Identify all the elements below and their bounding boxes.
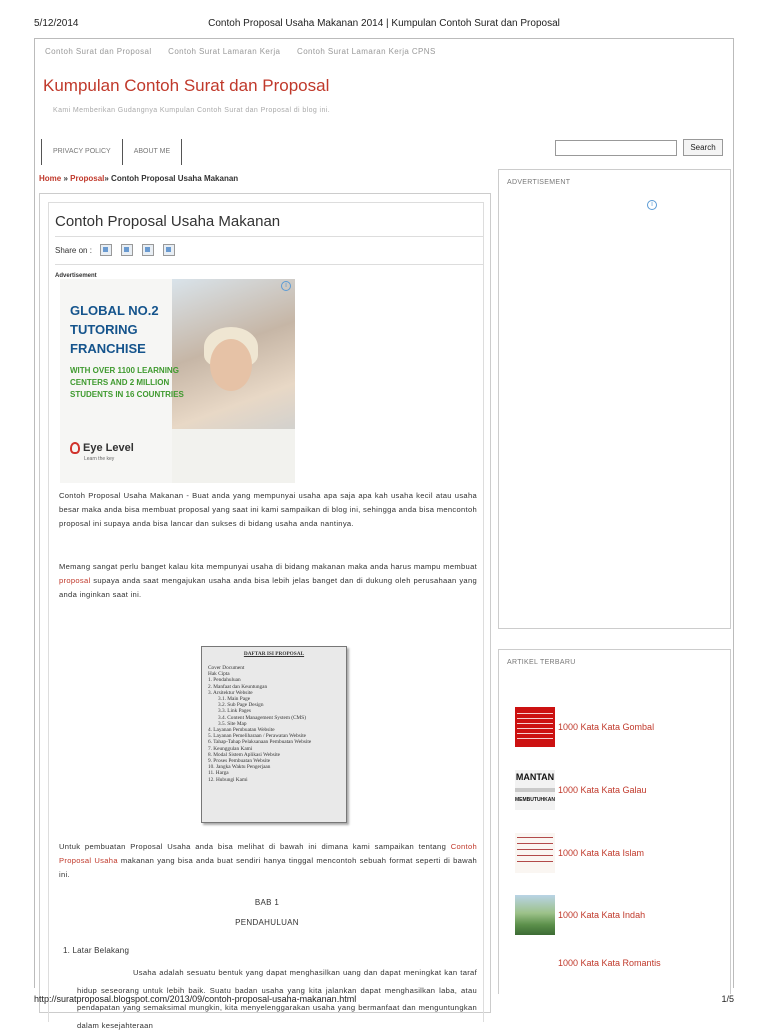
post-title: Contoh Proposal Usaha Makanan <box>55 213 281 230</box>
breadcrumb-current: Contoh Proposal Usaha Makanan <box>111 174 239 183</box>
indah-thumbnail-image[interactable] <box>515 895 555 935</box>
gombal-thumbnail-image[interactable] <box>515 707 555 747</box>
share-bar <box>55 244 184 256</box>
toc-line: 2. Manfaat dan Keuntungan <box>208 683 268 690</box>
paragraph-text: Memang sangat perlu banget kalau kita mempunyai usaha di bidang makanan maka anda harus mampu membuat <box>59 562 477 571</box>
galau-thumbnail-image[interactable] <box>515 770 555 810</box>
toc-line: 4. Layanan Pembuatan Website <box>208 727 275 734</box>
breadcrumb-separator: » <box>61 174 71 183</box>
toc-line: 3.2. Sub Page Design <box>218 702 264 709</box>
eye-level-logo-icon <box>70 442 80 454</box>
top-nav-link-lamaran-cpns[interactable]: Contoh Surat Lamaran Kerja CPNS <box>297 47 436 56</box>
recent-article-item[interactable] <box>515 833 644 873</box>
post-paragraph-2 <box>59 560 477 602</box>
paragraph-text: makanan yang bisa anda buat sendiri hanya tinggal mencontoh sebuah format seperti di bawah ini. <box>59 856 477 879</box>
site-title[interactable]: Kumpulan Contoh Surat dan Proposal <box>43 76 330 95</box>
top-nav-link-surat-proposal[interactable]: Contoh Surat dan Proposal <box>45 47 152 56</box>
divider <box>55 264 483 265</box>
print-page-number: 1/5 <box>721 994 734 1004</box>
main-menu <box>41 139 182 165</box>
toc-line: Hak Cipta <box>208 671 230 678</box>
toc-line: 3.3. Link Pages <box>218 708 251 715</box>
print-title: Contoh Proposal Usaha Makanan 2014 | Kumpulan Contoh Surat dan Proposal <box>208 18 560 29</box>
recent-articles-title: ARTIKEL TERBARU <box>507 659 576 666</box>
share-google-icon[interactable] <box>142 244 154 256</box>
proposal-link[interactable]: proposal <box>59 576 91 585</box>
latar-belakang-text: Usaha adalah sesuatu bentuk yang dapat menghasilkan uang dan dapat meningkat kan taraf hidup seseorang untuk lebih baik. Suatu badan usaha yang kita jalankan dapat menghasilkan laba, atau pendapatan yang semaksimal mungkin, kita menyelenggarakan usaha yang bermanfaat dan menguntungkan dalam kesejahteraan <box>77 968 477 1030</box>
advertisement-label: Advertisement <box>55 273 97 279</box>
toc-line: 5. Layanan Pemeliharaan / Perawatan Website <box>208 733 307 740</box>
islam-thumbnail-image[interactable] <box>515 833 555 873</box>
table-of-contents-image <box>201 646 347 823</box>
main-content <box>39 193 491 1030</box>
share-facebook-icon[interactable] <box>100 244 112 256</box>
toc-line: 11. Harga <box>208 770 229 777</box>
share-label: Share on : <box>55 245 92 255</box>
toc-line: 1. Pendahuluan <box>208 677 241 684</box>
ad-choices-icon[interactable]: i <box>647 200 657 210</box>
ad-subline: WITH OVER 1100 LEARNING CENTERS AND 2 MILLION STUDENTS IN 16 COUNTRIES <box>70 366 184 399</box>
menu-privacy-policy[interactable]: PRIVACY POLICY <box>41 139 122 165</box>
toc-line: 12. Hubungi Kami <box>208 776 248 783</box>
breadcrumb-home-link[interactable]: Home <box>39 174 62 183</box>
ad-brand-logo <box>70 442 134 454</box>
recent-article-item[interactable] <box>558 958 661 968</box>
toc-line: 6. Tahap-Tahap Pelaksanaan Pembuatan Website <box>208 739 312 746</box>
menu-about-me[interactable]: ABOUT ME <box>122 139 182 165</box>
toc-line: Cover Document <box>208 665 245 671</box>
breadcrumb-separator: » <box>104 174 112 183</box>
breadcrumb <box>39 174 238 183</box>
thumbnail-caption: MANTAN <box>515 772 555 782</box>
print-url: http://suratproposal.blogspot.com/2013/09/contoh-proposal-usaha-makanan.html <box>34 994 357 1004</box>
toc-line: 7. Keunggulan Kami <box>208 745 253 752</box>
ad-photo-face <box>210 339 252 391</box>
share-twitter-icon[interactable] <box>121 244 133 256</box>
ad-brand: Eye Level <box>83 442 134 454</box>
paragraph-text: supaya anda saat mengajukan usaha anda bisa lebih jelas banget dan di dukung oleh perusahaan yang anda inginkan saat ini. <box>59 576 477 599</box>
thumbnail-band <box>515 788 555 792</box>
print-date: 5/12/2014 <box>34 18 79 29</box>
paragraph-text: Untuk pembuatan Proposal Usaha anda bisa melihat di bawah ini dimana kami sampaikan tentang <box>59 842 451 851</box>
section-heading-latar-belakang: 1. Latar Belakang <box>63 946 130 955</box>
toc-line: 3.4. Content Management System (CMS) <box>218 714 306 721</box>
sidebar-recent-articles <box>498 649 731 994</box>
recent-article-item[interactable] <box>515 895 645 935</box>
post-paragraph-3 <box>59 840 477 882</box>
recent-article-link[interactable]: 1000 Kata Kata Galau <box>558 785 647 795</box>
toc-heading: DAFTAR ISI PROPOSAL <box>243 651 305 657</box>
recent-article-link[interactable]: 1000 Kata Kata Gombal <box>558 722 655 732</box>
sidebar-advertisement-title: ADVERTISEMENT <box>507 179 571 186</box>
ad-photo-desk <box>172 429 295 483</box>
search-input[interactable] <box>555 140 677 156</box>
sidebar-advertisement <box>498 169 731 629</box>
breadcrumb-proposal-link[interactable]: Proposal <box>70 174 105 183</box>
recent-article-item[interactable] <box>515 707 654 747</box>
top-nav-link-lamaran-kerja[interactable]: Contoh Surat Lamaran Kerja <box>168 47 281 56</box>
recent-article-link[interactable]: 1000 Kata Kata Romantis <box>558 958 661 968</box>
site-description: Kami Memberikan Gudangnya Kumpulan Contoh Surat dan Proposal di blog ini. <box>53 107 331 114</box>
toc-line: 3.5. Site Map <box>218 720 247 727</box>
chapter-title: PENDAHULUAN <box>235 918 299 927</box>
ad-choices-icon[interactable]: i <box>281 281 291 291</box>
recent-article-link[interactable]: 1000 Kata Kata Islam <box>558 848 645 858</box>
ad-tagline: Learn the key <box>84 456 115 462</box>
toc-line: 10. Jangka Waktu Pengerjaan <box>208 764 271 771</box>
top-navigation <box>45 47 450 56</box>
divider <box>55 236 483 237</box>
recent-article-item[interactable] <box>515 770 647 810</box>
ad-headline: GLOBAL NO.2 TUTORING FRANCHISE <box>70 303 159 356</box>
toc-line: 9. Proses Pembuatan Website <box>208 758 271 765</box>
contoh-proposal-usaha-link[interactable]: Contoh Proposal Usaha <box>59 842 477 865</box>
thumbnail-caption: MEMBUTUHKAN <box>515 797 555 803</box>
post-container <box>48 202 484 1030</box>
post-paragraph-1: Contoh Proposal Usaha Makanan - Buat anda yang mempunyai usaha apa saja apa kah usaha kecil atau usaha besar maka anda bisa membuat proposal yang saat ini kami sampaikan di blog ini, sehingga anda bisa mencontoh proposal ini supaya anda bisa lancar dan sukses di bidang usaha anda nantinya. <box>59 491 477 528</box>
share-email-icon[interactable] <box>163 244 175 256</box>
search-button[interactable]: Search <box>683 139 723 156</box>
toc-line: 3. Arsitektur Website <box>208 689 253 696</box>
recent-article-link[interactable]: 1000 Kata Kata Indah <box>558 910 646 920</box>
tutoring-ad-banner[interactable] <box>60 279 295 483</box>
toc-line: 8. Modal Sistem Aplikasi Website <box>208 751 281 758</box>
toc-line: 3.1. Main Page <box>218 696 251 703</box>
chapter-number: BAB 1 <box>254 898 280 907</box>
